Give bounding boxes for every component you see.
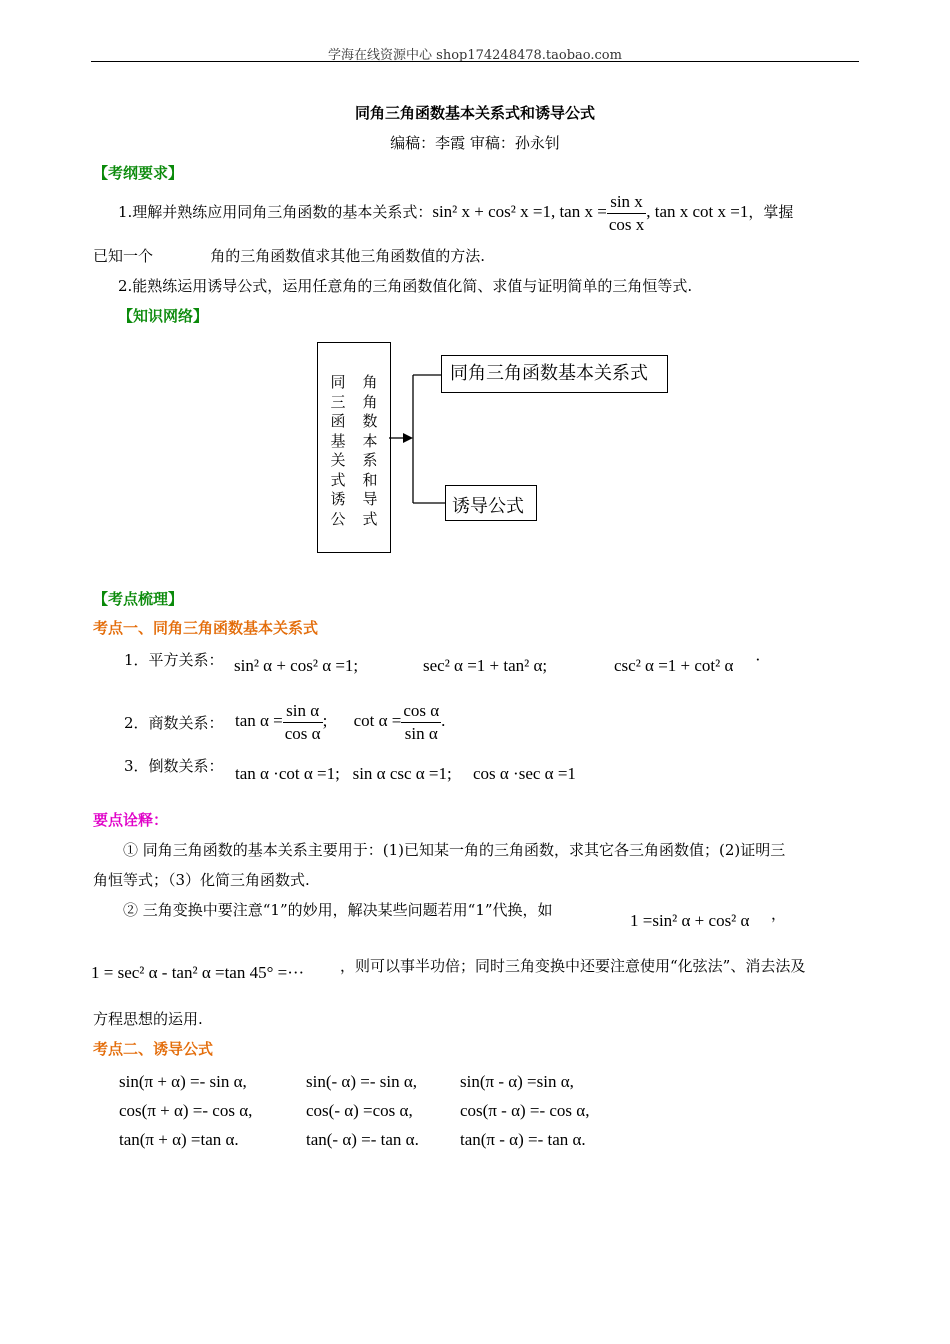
- square-relation-dot: ·: [755, 650, 761, 669]
- square-relation-sin-cos: sin² α + cos² α =1;: [234, 656, 359, 675]
- square-relation-csc-cot: csc² α =1 + cot² α: [614, 656, 734, 675]
- cot-quotient-den: sin α: [404, 723, 438, 743]
- induction-tan-pi-plus: tan(π + α) =tan α.: [119, 1130, 239, 1149]
- page-title: 同角三角函数基本关系式和诱导公式: [354, 104, 595, 122]
- requirement-1-line2: 已知一个 角的三角函数值求其他三角函数值的方法.: [93, 247, 485, 265]
- arrow-head-icon: [403, 433, 413, 443]
- tan-quotient-frac: [283, 700, 323, 745]
- induction-sin-pi-plus: sin(π + α) =- sin α,: [119, 1072, 247, 1091]
- tan-quotient-lhs: tan α =: [235, 711, 283, 730]
- identity-formula: sin² x + cos² x =1, tan x =: [432, 202, 607, 221]
- section-review: 【考点梳理】: [93, 590, 184, 608]
- tan-fraction-num: sin x: [607, 191, 646, 214]
- note-2-line3: 方程思想的运用.: [93, 1010, 203, 1028]
- induction-cos-pi-minus: cos(π - α) =- cos α,: [460, 1101, 590, 1120]
- note-2-formula1: 1 =sin² α + cos² α: [630, 911, 750, 930]
- section-requirements: 【考纲要求】: [93, 164, 184, 182]
- section-network: 【知识网络】: [118, 307, 209, 325]
- cot-quotient-lhs: cot α =: [353, 711, 402, 730]
- induction-tan-neg: tan(- α) =- tan α.: [306, 1130, 419, 1149]
- section-point2: 考点二、诱导公式: [93, 1040, 214, 1058]
- diagram-box-identities: [441, 355, 668, 393]
- quotient-relation: [235, 697, 445, 745]
- tan-quotient-end: ;: [322, 711, 328, 730]
- note-1-line1: ① 同角三角函数的基本关系主要用于：(1)已知某一角的三角函数，求其它各三角函数值；(2)证明三: [123, 841, 786, 859]
- tan-fraction-den: cos x: [608, 214, 645, 234]
- reciprocal-relation: tan α ·cot α =1; sin α csc α =1; cos α ·sec α =1: [235, 764, 576, 783]
- induction-sin-neg: sin(- α) =- sin α,: [306, 1072, 417, 1091]
- note-2-formula2: 1 = sec² α - tan² α =tan 45° =···: [91, 963, 305, 982]
- header-rule: [91, 61, 859, 62]
- note-2-line2: ，则可以事半功倍；同时三角变换中还要注意使用“化弦法”、消去法及: [340, 957, 806, 975]
- section-point1: 考点一、同角三角函数基本关系式: [93, 619, 319, 637]
- cot-quotient-num: cos α: [401, 700, 441, 723]
- authors: 编稿：李霞 审稿：孙永钊: [390, 134, 560, 152]
- diagram-box-identities-label: 同角三角函数基本关系式: [450, 363, 648, 384]
- requirement-2: 2.能熟练运用诱导公式，运用任意角的三角函数值化简、求值与证明简单的三角恒等式.: [118, 277, 693, 295]
- section-notes: 要点诠释：: [93, 811, 169, 829]
- induction-tan-pi-minus: tan(π - α) =- tan α.: [460, 1130, 586, 1149]
- tan-fraction: [607, 191, 646, 236]
- note-1-line2: 角恒等式；（3）化简三角函数式.: [93, 871, 310, 889]
- square-relation-label: 1．平方关系：: [124, 651, 224, 669]
- requirement-1: [118, 190, 793, 236]
- induction-cos-neg: cos(- α) =cos α,: [306, 1101, 413, 1120]
- quotient-relation-label: 2．商数关系：: [124, 714, 224, 732]
- requirement-1-prefix: 1.理解并熟练应用同角三角函数的基本关系式：: [118, 203, 433, 221]
- reciprocal-relation-label: 3．倒数关系：: [124, 757, 224, 775]
- diagram-box-induction: [445, 485, 537, 521]
- diagram-box-induction-label: 诱导公式: [452, 496, 524, 517]
- induction-cos-pi-plus: cos(π + α) =- cos α,: [119, 1101, 253, 1120]
- tan-cot-formula: , tan x cot x =1: [646, 202, 749, 221]
- square-relation-sec-tan: sec² α =1 + tan² α;: [423, 656, 548, 675]
- diagram-main-col1: 同三函基关式诱公: [330, 373, 346, 528]
- diagram-main-col2: 角角数本系和导式: [362, 373, 378, 528]
- page-header: 学海在线资源中心 shop174248478.taobao.com: [328, 48, 622, 63]
- induction-sin-pi-minus: sin(π - α) =sin α,: [460, 1072, 574, 1091]
- note-2-comma: ，: [771, 905, 787, 923]
- diagram-connectors: [389, 355, 449, 515]
- requirement-1-suffix: ，掌握: [748, 203, 794, 221]
- note-2-line1: ② 三角变换中要注意“1”的妙用，解决某些问题若用“1”代换，如: [123, 901, 553, 919]
- cot-quotient-frac: [401, 700, 441, 745]
- tan-quotient-den: cos α: [284, 723, 321, 743]
- cot-quotient-end: .: [441, 711, 446, 730]
- tan-quotient-num: sin α: [283, 700, 323, 723]
- diagram-main-box: [317, 342, 391, 553]
